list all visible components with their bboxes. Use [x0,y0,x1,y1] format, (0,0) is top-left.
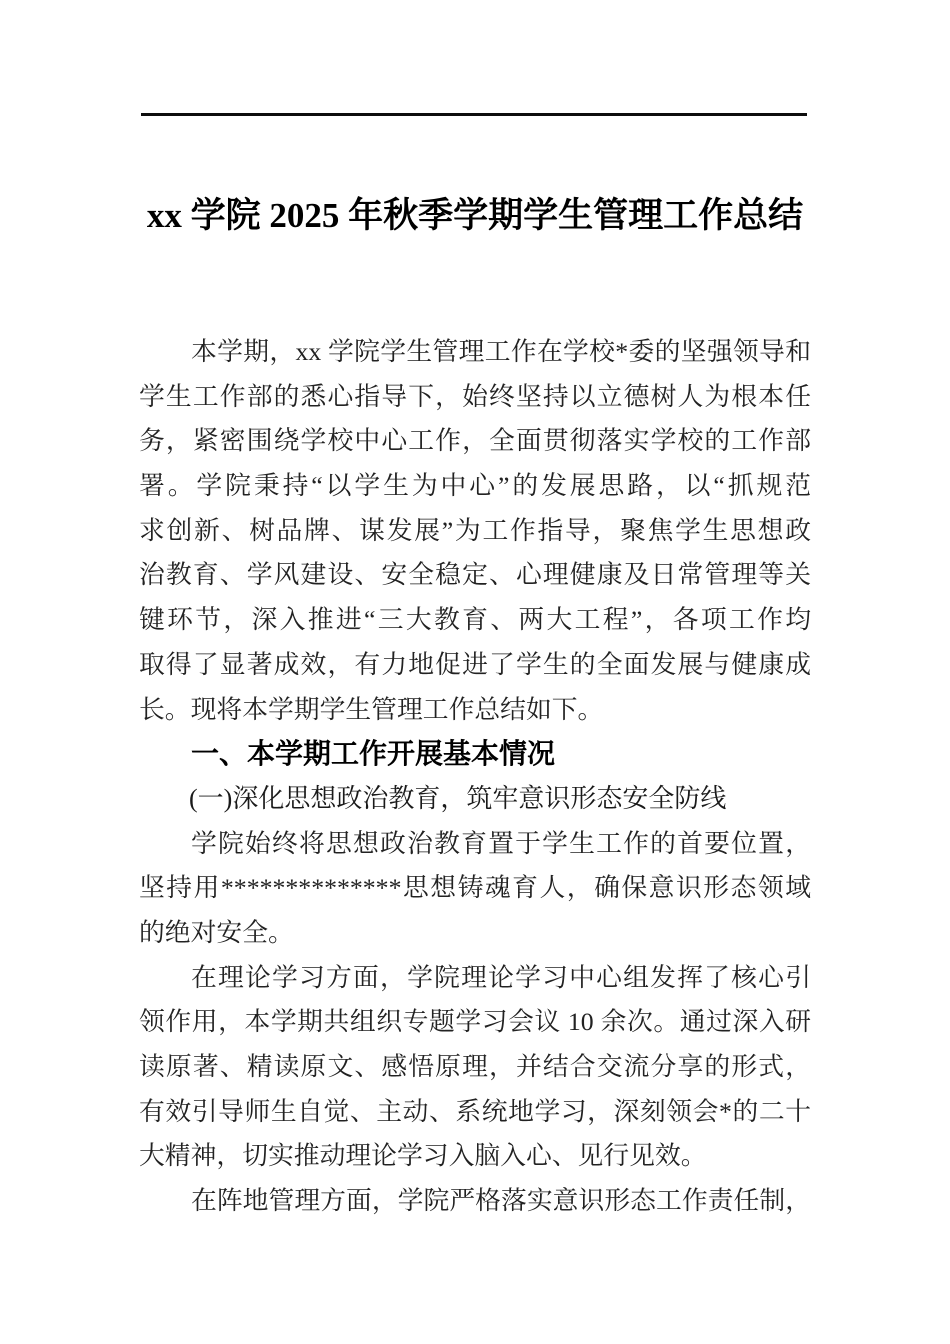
subsection-heading: (一)深化思想政治教育，筑牢意识形态安全防线 [189,783,727,813]
paragraph-line: 的绝对安全。 [139,917,294,947]
section-heading: 一、本学期工作开展基本情况 [191,738,556,770]
paragraph-line: 有效引导师生自觉、主动、系统地学习，深刻领会*的二十 [139,1096,811,1126]
paragraph-line: 取得了显著成效，有力地促进了学生的全面发展与健康成 [139,649,811,679]
paragraph-line: 领作用，本学期共组织专题学习会议 10 余次。通过深入研 [139,1007,811,1037]
paragraph-line: 在阵地管理方面，学院严格落实意识形态工作责任制， [191,1186,811,1216]
paragraph-line: 坚持用**************思想铸魂育人，确保意识形态领域 [139,873,811,903]
paragraph-line: 本学期，xx 学院学生管理工作在学校*委的坚强领导和 [191,337,811,366]
paragraph-line: 学生工作部的悉心指导下，始终坚持以立德树人为根本任 [139,381,811,411]
paragraph-line: 务，紧密围绕学校中心工作，全面贯彻落实学校的工作部 [139,426,811,456]
paragraph-line: 治教育、学风建设、安全稳定、心理健康及日常管理等关 [139,560,811,590]
paragraph-line: 学院始终将思想政治教育置于学生工作的首要位置， [191,828,811,858]
paragraph-line: 大精神，切实推动理论学习入脑入心、见行见效。 [139,1141,707,1171]
paragraph-line: 署。学院秉持“以学生为中心”的发展思路，以“抓规范 [139,471,811,501]
paragraph-line: 长。现将本学期学生管理工作总结如下。 [139,694,604,724]
header-rule [141,113,807,116]
paragraph-line: 键环节，深入推进“三大教育、两大工程”，各项工作均 [139,605,811,635]
paragraph-line: 求创新、树品牌、谋发展”为工作指导，聚焦学生思想政 [139,515,811,545]
document-title: xx 学院 2025 年秋季学期学生管理工作总结 [146,196,804,235]
paragraph-line: 读原著、精读原文、感悟原理，并结合交流分享的形式， [139,1052,811,1081]
document-body [139,330,811,1224]
paragraph-line: 在理论学习方面，学院理论学习中心组发挥了核心引 [191,962,811,992]
